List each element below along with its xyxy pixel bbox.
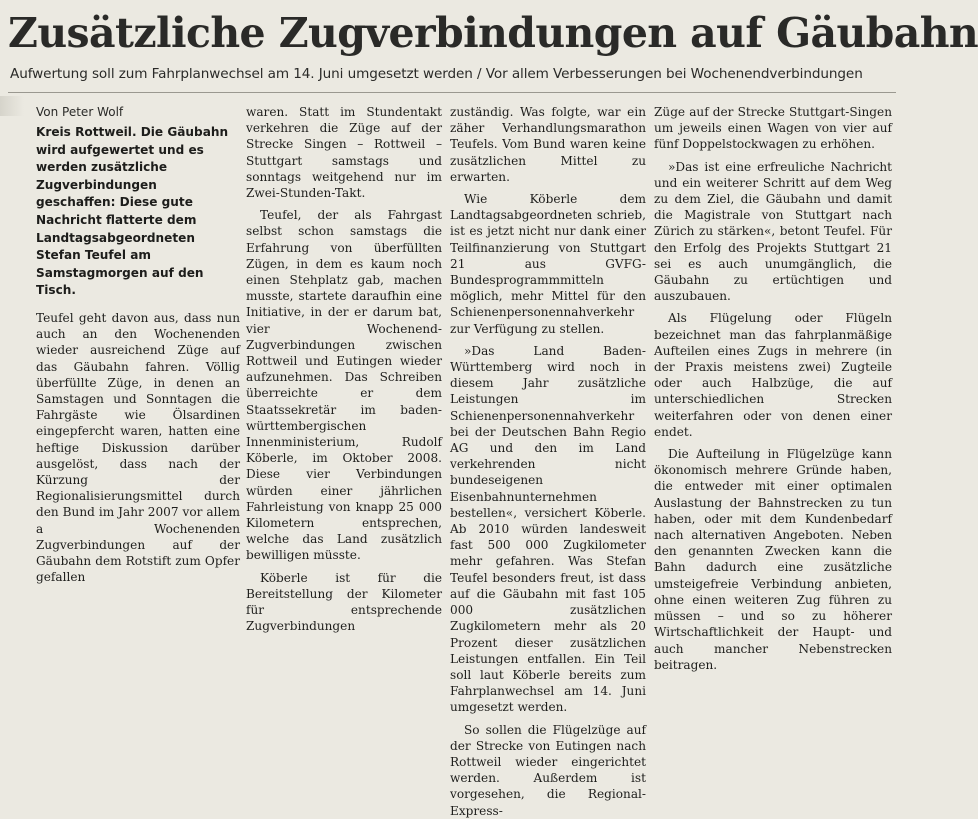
subheadline: Aufwertung soll zum Fahrplanwechsel am 14. Juni umgesetzt werden / Vor allem Verbesserungen bei Wochenendverbindungen [10, 66, 863, 82]
body-paragraph: Köberle ist für die Bereitstellung der Kilometer für entsprechende Zugverbindungen [246, 570, 442, 634]
body-paragraph: »Das ist eine erfreuliche Nachricht und ein weiterer Schritt auf dem Weg zu dem Ziel, die Gäubahn und damit die Magistrale von Stuttgart nach Zürich zu stärken«, betont Teufel. Für den Erfolg des Projekts Stuttgart 21 sei es auch unumgänglich, die Gäubahn zu ertüchtigen und auszubauen. [654, 159, 892, 304]
body-paragraph: waren. Statt im Stundentakt verkehren die Züge auf der Strecke Singen – Rottweil – Stuttgart samstags und sonntags weitgehend nur im Zwei-Stunden-Takt. [246, 105, 442, 201]
column-1 [36, 104, 240, 708]
body-paragraph: Wie Köberle dem Landtagsabgeordneten schrieb, ist es jetzt nicht nur dank einer Teilfinanzierung von Stuttgart 21 aus GVFG-Bundesprogrammmitteln möglich, mehr Mittel für den Schienenpersonennahverkehr zur Verfügung zu stellen. [450, 192, 646, 336]
column-4 [654, 104, 892, 708]
body-paragraph: Als Flügelung oder Flügeln bezeichnet man das fahrplanmäßige Aufteilen eines Zugs in mehrere (in der Praxis meistens zwei) Zugteile oder auch Halbzüge, die auf unterschiedlichen Strecken weiterfahren oder von denen einer endet. [654, 311, 892, 439]
lead-paragraph: Kreis Rottweil. Die Gäubahn wird aufgewertet und es werden zusätzliche Zugverbindungen geschaffen: Diese gute Nachricht flatterte dem Landtagsabgeordneten Stefan Teufel am Samstagmorgen auf den Tisch. [36, 125, 229, 298]
neighbor-article-edge [0, 96, 24, 116]
body-paragraph: So sollen die Flügelzüge auf der Strecke von Eutingen nach Rottweil wieder eingerichtet werden. Außerdem ist vorgesehen, die Regional-Express- [450, 722, 646, 818]
body-paragraph: Die Aufteilung in Flügelzüge kann ökonomisch mehrere Gründe haben, die entweder mit einer optimalen Auslastung der Bahnstrecken zu tun haben, oder mit dem Kundenbedarf nach alternativen Angeboten. Neben den genannten Zwecken kann die Bahn dadurch eine zusätzliche umsteigefreie Verbindung anbieten, ohne einen weiteren Zug führen zu müssen – und so zu höherer Wirtschaftlichkeit der Haupt- und auch mancher Nebenstrecken beitragen. [654, 447, 892, 672]
body-paragraph: zuständig. Was folgte, war ein zäher Verhandlungsmarathon Teufels. Vom Bund waren keine zusätzlichen Mittel zu erwarten. [450, 105, 646, 184]
column-3 [450, 104, 646, 818]
headline: Zusätzliche Zugverbindungen auf Gäubahn [8, 9, 978, 57]
header-divider [8, 92, 896, 93]
body-paragraph: »Das Land Baden-Württemberg wird noch in diesem Jahr zusätzliche Leistungen im Schienenpersonennahverkehr bei der Deutschen Bahn Regio AG und den im Land verkehrenden nicht bundeseigenen Eisenbahnunternehmen bestellen«, versichert Köberle. Ab 2010 würden landesweit fast 500 000 Zugkilometer mehr gefahren. Was Stefan Teufel besonders freut, ist dass auf die Gäubahn mit fast 105 000 zusätzlichen Zugkilometern mehr als 20 Prozent dieser zusätzlichen Leistungen entfallen. Ein Teil soll laut Köberle bereits zum Fahrplanwechsel am 14. Juni umgesetzt werden. [450, 343, 646, 715]
byline: Von Peter Wolf [36, 105, 124, 119]
column-2 [246, 104, 442, 708]
body-paragraph: Teufel, der als Fahrgast selbst schon samstags die Erfahrung von überfüllten Zügen, in dem es kaum noch einen Stehplatz gab, machen musste, startete daraufhin eine Initiative, in der er darum bat, vier Wochenend-Zugverbindungen zwischen Rottweil und Eutingen wieder aufzunehmen. Das Schreiben überreichte er dem Staatssekretär im baden-württembergischen Innenministerium, Rudolf Köberle, im Oktober 2008. Diese vier Verbindungen würden einer jährlichen Fahrleistung von knapp 25 000 Kilometern entsprechen, welche das Land zusätzlich bewilligen müsste. [246, 208, 442, 563]
body-paragraph: Züge auf der Strecke Stuttgart-Singen um jeweils einen Wagen von vier auf fünf Doppelstockwagen zu erhöhen. [654, 105, 892, 152]
body-paragraph: Teufel geht davon aus, dass nun auch an den Wochenenden wieder ausreichend Züge auf das Gäubahn fahren. Völlig überfüllte Züge, in denen an Samstagen und Sonntagen die Fahrgäste wie Ölsardinen eingepfercht waren, hatten eine heftige Diskussion darüber ausgelöst, dass nach der Kürzung der Regionalisierungsmittel durch den Bund im Jahr 2007 vor allem a Wochenenden Zugverbindungen auf der Gäubahn dem Rotstift zum Opfer gefallen [36, 310, 240, 585]
